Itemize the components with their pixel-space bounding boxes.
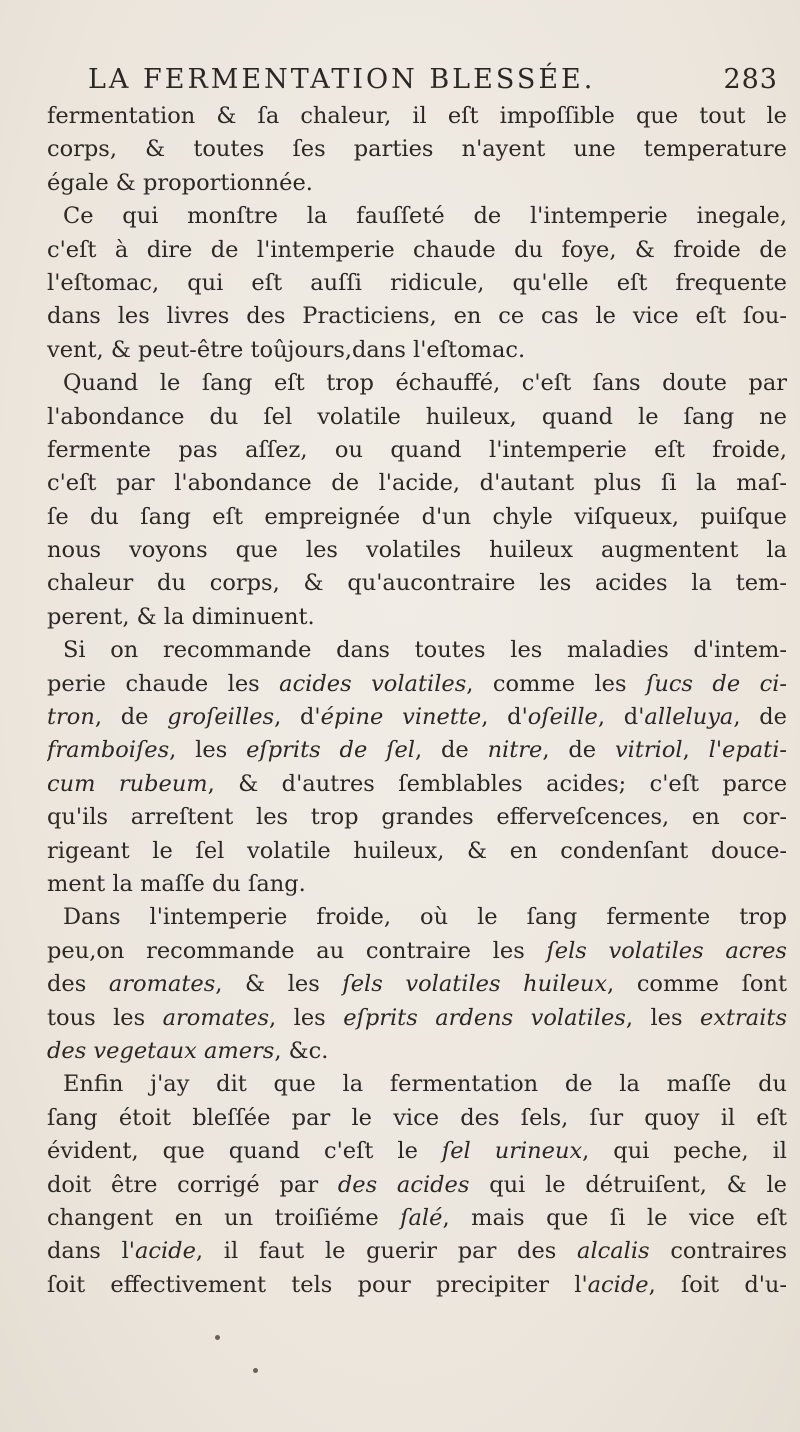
text-span: , mais que ſi le vice eſt xyxy=(442,1204,787,1231)
text-span: , il faut le guerir par des xyxy=(195,1238,578,1265)
italic-span: ſel urineux xyxy=(441,1138,583,1165)
text-line xyxy=(47,1135,787,1168)
text-line xyxy=(47,434,787,467)
text-line xyxy=(47,567,787,600)
text-line xyxy=(47,300,787,333)
italic-span: acide xyxy=(587,1271,649,1298)
text-line xyxy=(47,367,787,400)
text-line xyxy=(47,267,787,300)
text-line xyxy=(47,167,787,200)
text-span: , les xyxy=(625,1004,700,1031)
text-line xyxy=(47,334,787,367)
italic-span: ſels volatiles huileux xyxy=(342,971,608,998)
text-line xyxy=(47,734,787,767)
text-span: ſang étoit bleſſée par le vice des ſels, ſur quoy il eſt xyxy=(47,1104,787,1131)
text-line xyxy=(47,1068,787,1101)
text-line xyxy=(47,234,787,267)
italic-span: extraits xyxy=(700,1004,787,1031)
ink-speck xyxy=(253,1368,258,1373)
text-line xyxy=(47,1002,787,1035)
italic-span: des vegetaux amers xyxy=(47,1037,275,1064)
italic-span: l'epati- xyxy=(708,737,787,764)
text-line xyxy=(47,601,787,634)
text-line xyxy=(47,133,787,166)
italic-span: des acides xyxy=(337,1171,470,1198)
text-line xyxy=(47,1269,787,1302)
italic-span: épine vinette xyxy=(320,704,482,731)
text-span: corps, & toutes ſes parties n'ayent une temperature xyxy=(47,136,787,163)
text-span: doit être corrigé par xyxy=(47,1171,338,1198)
italic-span: vitriol xyxy=(614,737,683,764)
text-span: Enfin j'ay dit que la fermentation de la maſſe du xyxy=(63,1071,787,1098)
text-line xyxy=(47,1035,787,1068)
text-span: Dans l'intemperie froide, où le ſang fermente trop xyxy=(63,904,787,931)
text-span: ment la maſſe du ſang. xyxy=(47,870,306,897)
text-span: , & d'autres ſemblables acides; c'eſt parce xyxy=(207,770,787,797)
text-span: , de xyxy=(542,737,615,764)
text-span: Ce qui monſtre la fauſſeté de l'intemperie inegale, xyxy=(63,203,787,230)
text-span: , & les xyxy=(215,971,343,998)
text-line xyxy=(47,835,787,868)
text-span: c'eſt à dire de l'intemperie chaude du foye, & froide de xyxy=(47,236,787,263)
italic-span: ſucs de ci- xyxy=(646,670,787,697)
italic-span: cum rubeum xyxy=(47,770,208,797)
text-span: , ſoit d'u- xyxy=(648,1271,787,1298)
text-line xyxy=(47,768,787,801)
italic-span: framboiſes xyxy=(47,737,170,764)
text-line xyxy=(47,1102,787,1135)
text-span: fermentation & ſa chaleur, il eſt impoſſible que tout le xyxy=(47,103,787,129)
italic-span: alcalis xyxy=(577,1238,650,1265)
text-span: rigeant le ſel volatile huileux, & en condenſant douce- xyxy=(47,837,787,864)
text-span: perie chaude les xyxy=(47,670,280,697)
ink-speck xyxy=(215,1335,220,1340)
text-span: dans les livres des Practiciens, en ce cas le vice eſt ſou- xyxy=(47,303,787,330)
italic-span: ſels volatiles acres xyxy=(546,937,787,964)
text-line xyxy=(47,1202,787,1235)
italic-span: nitre xyxy=(487,737,543,764)
text-span: Quand le ſang eſt trop échauffé, c'eſt ſans doute par xyxy=(63,370,787,397)
italic-span: alleluya xyxy=(644,704,734,731)
text-line xyxy=(47,401,787,434)
text-span: dans l' xyxy=(47,1238,135,1265)
italic-span: acides volatiles xyxy=(279,670,467,697)
text-span: fermente pas aſſez, ou quand l'intemperie eſt froide, xyxy=(47,436,787,463)
text-span: égale & proportionnée. xyxy=(47,169,313,196)
italic-span: acide xyxy=(134,1238,196,1265)
text-span: , les xyxy=(269,1004,344,1031)
italic-span: groſeilles xyxy=(167,704,275,731)
page-number: 283 xyxy=(723,64,778,95)
text-line xyxy=(47,701,787,734)
text-line xyxy=(47,968,787,1001)
text-span: contraires xyxy=(649,1238,787,1265)
text-span: changent en un troiſiéme xyxy=(47,1204,401,1231)
text-span: c'eſt par l'abondance de l'acide, d'autant plus ſi la maſ- xyxy=(47,470,787,497)
text-line xyxy=(47,1169,787,1202)
italic-span: eſprits ardens volatiles xyxy=(343,1004,626,1031)
text-line xyxy=(47,1235,787,1268)
text-span: qui le détruiſent, & le xyxy=(469,1171,787,1198)
text-line xyxy=(47,467,787,500)
italic-span: aromates xyxy=(108,971,216,998)
text-span: ſe du ſang eſt empreignée d'un chyle viſqueux, puiſque xyxy=(47,503,787,530)
text-line xyxy=(47,868,787,901)
text-span: , de xyxy=(733,704,787,731)
text-span: , de xyxy=(94,704,168,731)
text-line xyxy=(47,801,787,834)
body-text xyxy=(47,100,787,1302)
text-span: perent, & la diminuent. xyxy=(47,603,315,630)
text-span: , d' xyxy=(274,704,321,731)
text-span: , de xyxy=(414,737,488,764)
text-line xyxy=(47,501,787,534)
italic-span: aromates xyxy=(162,1004,270,1031)
text-span: , comme ſont xyxy=(607,971,787,998)
text-span: l'abondance du ſel volatile huileux, quand le ſang ne xyxy=(47,403,787,430)
text-span: , d' xyxy=(597,704,645,731)
text-span: ſoit effectivement tels pour precipiter l' xyxy=(47,1271,588,1298)
text-line xyxy=(47,100,787,133)
running-header xyxy=(88,64,778,104)
text-span: peu,on recommande au contraire les xyxy=(47,937,547,964)
text-line xyxy=(47,200,787,233)
text-span: chaleur du corps, & qu'aucontraire les acides la tem- xyxy=(47,570,787,597)
text-span: , xyxy=(682,737,709,764)
text-span: des xyxy=(47,971,109,998)
text-line xyxy=(47,901,787,934)
text-line xyxy=(47,534,787,567)
text-line xyxy=(47,668,787,701)
text-span: évident, que quand c'eſt le xyxy=(47,1138,442,1165)
text-span: , d' xyxy=(481,704,528,731)
italic-span: eſprits de ſel xyxy=(246,737,415,764)
italic-span: oſeille xyxy=(527,704,598,731)
italic-span: ſalé xyxy=(400,1204,443,1231)
text-span: Si on recommande dans toutes les maladies d'intem- xyxy=(63,637,787,664)
text-span: , les xyxy=(169,737,247,764)
text-line xyxy=(47,634,787,667)
text-span: , &c. xyxy=(274,1037,329,1064)
text-span: qu'ils arreſtent les trop grandes efferveſcences, en cor- xyxy=(47,804,787,831)
italic-span: tron xyxy=(47,704,95,731)
text-span: nous voyons que les volatiles huileux augmentent la xyxy=(47,537,787,564)
running-title: LA FERMENTATION BLESSÉE. xyxy=(88,64,596,95)
text-span: l'eſtomac, qui eſt auſſi ridicule, qu'elle eſt frequente xyxy=(47,269,787,296)
text-span: , qui peche, il xyxy=(582,1138,787,1165)
text-line xyxy=(47,935,787,968)
text-span: , comme les xyxy=(466,670,646,697)
text-span: vent, & peut-être toûjours,dans l'eſtomac. xyxy=(47,336,526,363)
text-span: tous les xyxy=(47,1004,163,1031)
